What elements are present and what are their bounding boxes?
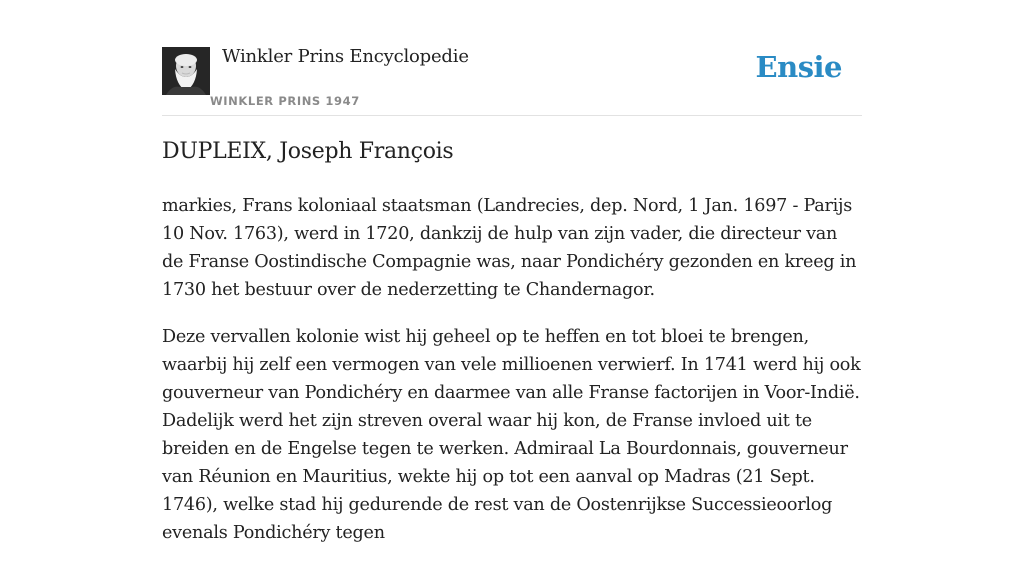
article-paragraph: markies, Frans koloniaal staatsman (Landrecies, dep. Nord, 1 Jan. 1697 - Parijs 10 Nov. 1763), werd in 1720, dankzij de hulp van zijn vader, die directeur van de Franse Oostindische Compagnie was, naar Pondichéry gezonden en kreeg in 1730 het bestuur over de nederzetting te Chandernagor. bbox=[162, 196, 857, 300]
article-container bbox=[162, 0, 862, 543]
article-paragraph: Deze vervallen kolonie wist hij geheel op te heffen en tot bloei te brengen, waarbij hij zelf een vermogen van vele millioenen verwierf. In 1741 werd hij ook gouverneur van Pondichéry en daarmee van alle Franse factorijen in Voor-Indië. Dadelijk werd het zijn streven overal waar hij kon, de Franse invloed uit te breiden en de Engelse tegen te werken. Admiraal La Bourdonnais, gouverneur van Réunion en Mauritius, wekte hij op tot een aanval op Madras (21 Sept. 1746), welke stad hij gedurende de rest van de Oostenrijkse Successieoorlog evenals Pondichéry tegen bbox=[162, 327, 861, 543]
article-headword: DUPLEIX, Joseph François bbox=[162, 139, 454, 164]
source-title[interactable]: Winkler Prins Encyclopedie bbox=[222, 46, 469, 67]
article-header bbox=[162, 0, 862, 116]
brand-logo[interactable]: Ensie bbox=[755, 50, 842, 84]
bearded-man-portrait-icon bbox=[162, 47, 210, 95]
source-subtitle[interactable]: WINKLER PRINS 1947 bbox=[210, 94, 360, 108]
avatar[interactable] bbox=[162, 47, 210, 95]
article-body bbox=[162, 192, 862, 566]
